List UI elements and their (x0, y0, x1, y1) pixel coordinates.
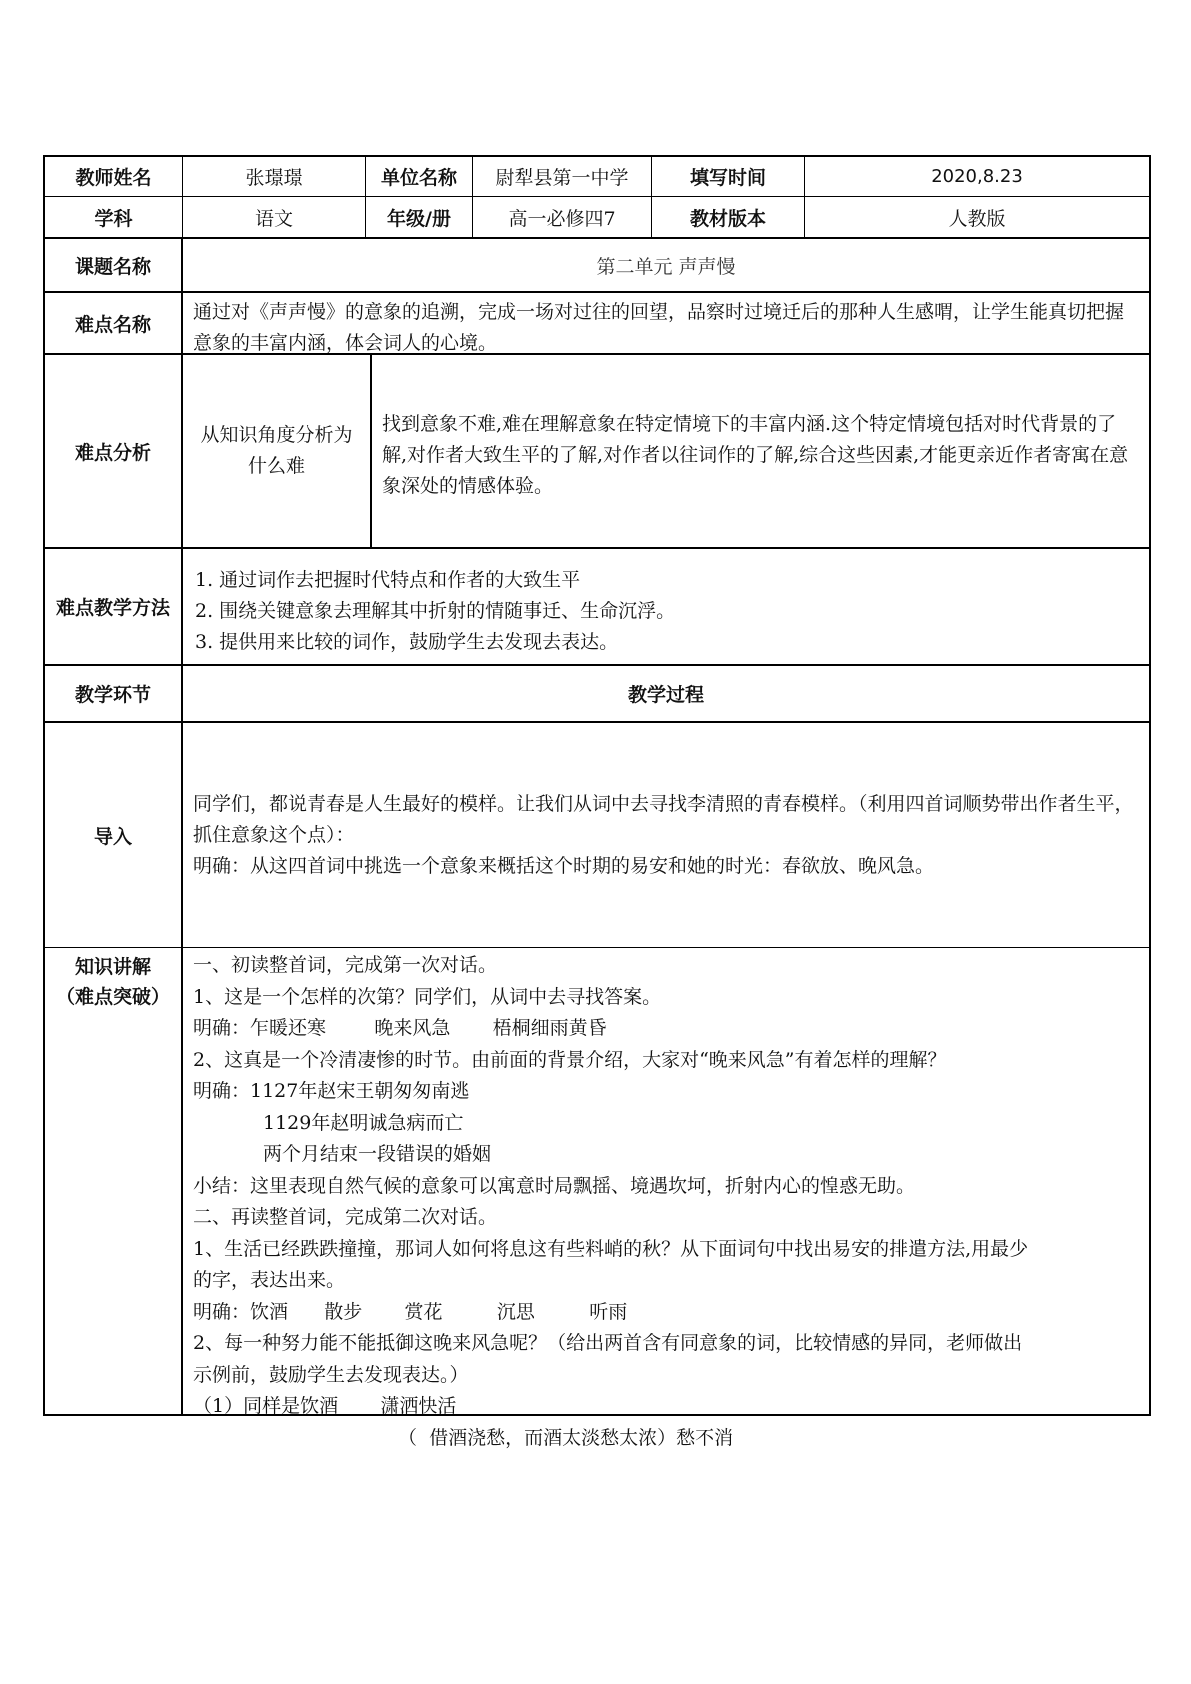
knowledge-line: 1、这是一个怎样的次第？同学们，从词中去寻找答案。 (193, 985, 662, 1008)
fill-date-label: 填写时间 (652, 157, 805, 196)
methods-item: 1. 通过词作去把握时代特点和作者的大致生平 (195, 569, 581, 591)
intro-row (43, 721, 1151, 947)
knowledge-line: 1、生活已经跌跌撞撞，那词人如何将息这有些料峭的秋？从下面词句中找出易安的排遣方法,用最少 (193, 1237, 1029, 1260)
process-title: 教学过程 (627, 684, 704, 706)
intro-label: 导入 (45, 723, 183, 947)
methods-label: 难点教学方法 (45, 549, 183, 664)
knowledge-line: （1）同样是饮酒 潇洒快活 (193, 1395, 457, 1417)
grade-value: 高一必修四7 (473, 197, 652, 237)
intro-text-2: 明确：从这四首词中挑选一个意象来概括这个时期的易安和她的时光：春欲放、晚风急。 (193, 854, 935, 877)
methods-item: 3. 提供用来比较的词作，鼓励学生去发现去表达。 (195, 631, 619, 653)
knowledge-label-line-2: （难点突破） (55, 986, 170, 1008)
difficulty-cell (183, 293, 1149, 353)
analysis-row (43, 353, 1151, 547)
analysis-cell (372, 355, 1149, 547)
knowledge-line: （ 借酒浇愁，而酒太淡愁太浓）愁不消 (398, 1426, 734, 1449)
process-header-row (43, 664, 1151, 721)
teacher-name-label: 教师姓名 (45, 157, 183, 196)
methods-list (183, 565, 675, 658)
teacher-name-value: 张璟璟 (183, 157, 366, 196)
subject-value: 语文 (183, 197, 366, 237)
knowledge-line: 两个月结束一段错误的婚姻 (263, 1143, 492, 1165)
intro-cell (183, 723, 1149, 947)
knowledge-cell (183, 948, 1149, 1449)
fill-date-value: 2020,8.23 (931, 166, 1023, 187)
topic-label: 课题名称 (45, 239, 183, 291)
difficulty-value: 通过对《声声慢》的意象的追溯，完成一场对过往的回望，品察时过境迁后的那种人生感喟，让学生能真切把握意象的丰富内涵，体会词人的心境。 (193, 301, 1125, 354)
unit-name-label: 单位名称 (366, 157, 473, 196)
knowledge-line: 一、初读整首词，完成第一次对话。 (193, 954, 498, 976)
intro-text-1: 同学们，都说青春是人生最好的模样。让我们从词中去寻找李清照的青春模样。（利用四首词顺势带出作者生平，抓住意象这个点）： (193, 792, 1134, 846)
subject-label: 学科 (45, 197, 183, 237)
knowledge-line: 2、每一种努力能不能抵御这晚来风急呢？（给出两首含有同意象的词，比较情感的异同，老师做出 (193, 1332, 1023, 1354)
methods-item: 2. 围绕关键意象去理解其中折射的情随事迁、生命沉浮。 (195, 600, 676, 622)
topic-row (43, 237, 1151, 291)
knowledge-line: 明确：乍暖还寒 晚来风急 梧桐细雨黄昏 (193, 1017, 607, 1039)
analysis-sub-label: 从知识角度分析为什么难 (183, 355, 372, 547)
knowledge-line: 2、这真是一个冷清凄惨的时节。由前面的背景介绍，大家对“晚来风急”有着怎样的理解？ (193, 1048, 947, 1071)
process-stage-label: 教学环节 (45, 666, 183, 721)
analysis-label: 难点分析 (45, 355, 183, 547)
knowledge-line: 二、再读整首词，完成第二次对话。 (193, 1206, 498, 1228)
edition-label: 教材版本 (652, 197, 805, 237)
methods-cell (183, 549, 1149, 664)
knowledge-line: 小结：这里表现自然气候的意象可以寓意时局飘摇、境遇坎坷，折射内心的惶惑无助。 (193, 1174, 916, 1197)
knowledge-label-cell (45, 948, 183, 1414)
knowledge-row (43, 947, 1151, 1449)
knowledge-label-line-1: 知识讲解 (74, 956, 151, 978)
knowledge-line: 示例前，鼓励学生去发现表达。） (193, 1363, 469, 1386)
edition-value: 人教版 (948, 207, 1006, 230)
header-row-2 (43, 196, 1151, 237)
knowledge-line: 明确：1127年赵宋王朝匆匆南逃 (193, 1080, 470, 1102)
topic-value: 第二单元 声声慢 (596, 255, 736, 278)
lesson-plan-table (43, 155, 1151, 1449)
knowledge-line: 明确：饮酒 散步 赏花 沉思 听雨 (193, 1300, 628, 1323)
difficulty-row (43, 291, 1151, 353)
unit-name-value: 尉犁县第一中学 (473, 157, 652, 196)
knowledge-line: 的字，表达出来。 (193, 1269, 346, 1291)
methods-row (43, 547, 1151, 664)
header-row-1 (43, 155, 1151, 196)
grade-label: 年级/册 (366, 197, 473, 237)
analysis-value: 找到意象不难,难在理解意象在特定情境下的丰富内涵.这个特定情境包括对时代背景的了解,对作者大致生平的了解,对作者以往词作的了解,综合这些因素,才能更亲近作者寄寓在意象深处的情感体验。 (382, 413, 1129, 497)
difficulty-label: 难点名称 (45, 293, 183, 353)
knowledge-line: 1129年赵明诚急病而亡 (263, 1111, 464, 1134)
